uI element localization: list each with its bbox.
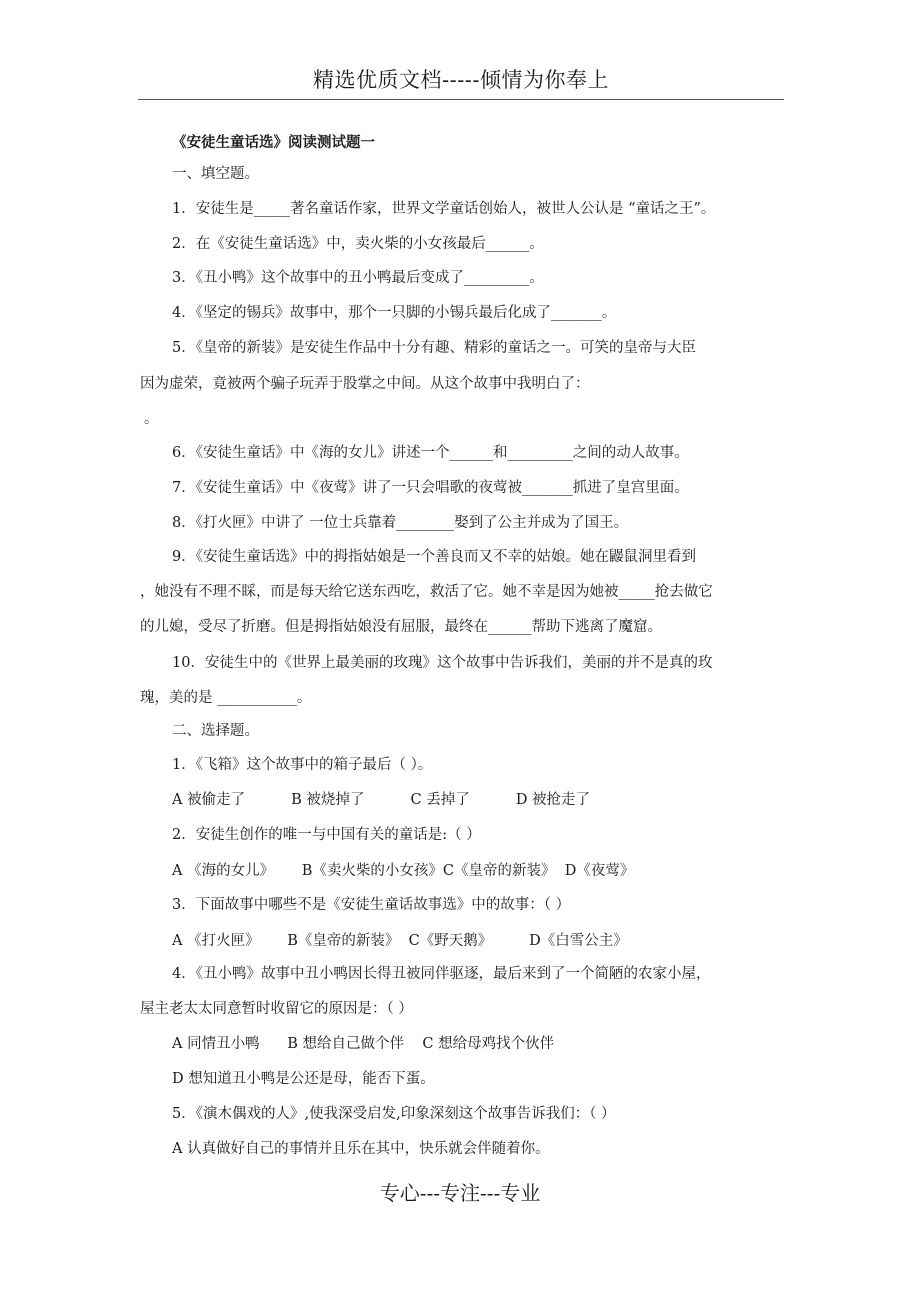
choice-options-3: A 《打火匣》 B《皇帝的新装》 C《野天鹅》 D《白雪公主》 — [172, 933, 628, 949]
section-heading-fill: 一、填空题。 — [172, 166, 259, 182]
question-10-line1: 10．安徒生中的《世界上最美丽的玫瑰》这个故事中告诉我们，美丽的并不是真的玫 — [172, 655, 713, 671]
choice-option-4d: D 想知道丑小鸭是公还是母，能否下蛋。 — [172, 1071, 435, 1087]
choice-question-3: 3．下面故事中哪些不是《安徒生童话故事选》中的故事：（ ） — [172, 897, 571, 913]
choice-question-5: 5．《演木偶戏的人》,使我深受启发,印象深刻这个故事告诉我们：（ ） — [172, 1106, 616, 1122]
question-4: 4．《坚定的锡兵》故事中，那个一只脚的小锡兵最后化成了_______。 — [172, 305, 617, 321]
choice-options-4: A 同情丑小鸭 B 想给自己做个伴 C 想给母鸡找个伙伴 — [172, 1036, 555, 1052]
question-5-line3: 。 — [144, 411, 159, 427]
header-divider — [138, 99, 784, 100]
question-5-line1: 5．《皇帝的新装》是安徒生作品中十分有趣、精彩的童话之一。可笑的皇帝与大臣 — [172, 340, 696, 356]
question-3: 3．《丑小鸭》这个故事中的丑小鸭最后变成了_________。 — [172, 270, 544, 286]
question-8: 8．《打火匣》中讲了 一位士兵靠着________娶到了公主并成为了国王。 — [172, 515, 629, 531]
question-6: 6．《安徒生童话》中《海的女儿》讲述一个______和_________之间的动人故事。 — [172, 445, 689, 461]
page-footer: 专心---专注---专业 — [379, 1181, 541, 1205]
page-header: 精选优质文档-----倾情为你奉上 — [313, 68, 609, 92]
question-9-line2: ，她没有不理不睬，而是每天给它送东西吃，救活了它。她不幸是因为她被_____抢去做它 — [140, 584, 713, 600]
choice-question-1: 1．《飞箱》这个故事中的箱子最后（ ）。 — [172, 757, 433, 773]
question-9-line1: 9．《安徒生童话选》中的拇指姑娘是一个善良而又不幸的姑娘。她在鼹鼠洞里看到 — [172, 549, 696, 565]
section-heading-choice: 二、选择题。 — [172, 723, 259, 739]
question-7: 7．《安徒生童话》中《夜莺》讲了一只会唱歌的夜莺被_______抓进了皇宫里面。 — [172, 480, 689, 496]
choice-question-2: 2．安徒生创作的唯一与中国有关的童话是:（ ） — [172, 827, 481, 843]
question-9-line3: 的儿媳，受尽了折磨。但是拇指姑娘没有屈服，最终在______帮助下逃离了魔窟。 — [140, 619, 662, 635]
question-2: 2．在《安徒生童话选》中，卖火柴的小女孩最后______。 — [172, 236, 544, 252]
choice-options-1: A 被偷走了 B 被烧掉了 C 丢掉了 D 被抢走了 — [172, 792, 591, 808]
choice-options-2: A 《海的女儿》 B《卖火柴的小女孩》C《皇帝的新装》 D《夜莺》 — [172, 863, 635, 879]
document-title: 《安徒生童话选》阅读测试题一 — [172, 135, 375, 151]
question-1: 1．安徒生是_____著名童话作家，世界文学童话创始人，被世人公认是 “童话之王”。 — [172, 201, 716, 217]
choice-question-4-line2: 屋主老太太同意暂时收留它的原因是：（ ） — [140, 1001, 413, 1017]
question-5-line2: 因为虚荣，竟被两个骗子玩弄于股掌之中间。从这个故事中我明白了： — [140, 376, 590, 392]
choice-question-4-line1: 4．《丑小鸭》故事中丑小鸭因长得丑被同伴驱逐，最后来到了一个简陋的农家小屋， — [172, 966, 711, 982]
choice-option-5a: A 认真做好自己的事情并且乐在其中，快乐就会伴随着你。 — [172, 1141, 550, 1157]
question-10-line2: 瑰，美的是 ___________。 — [140, 690, 312, 706]
